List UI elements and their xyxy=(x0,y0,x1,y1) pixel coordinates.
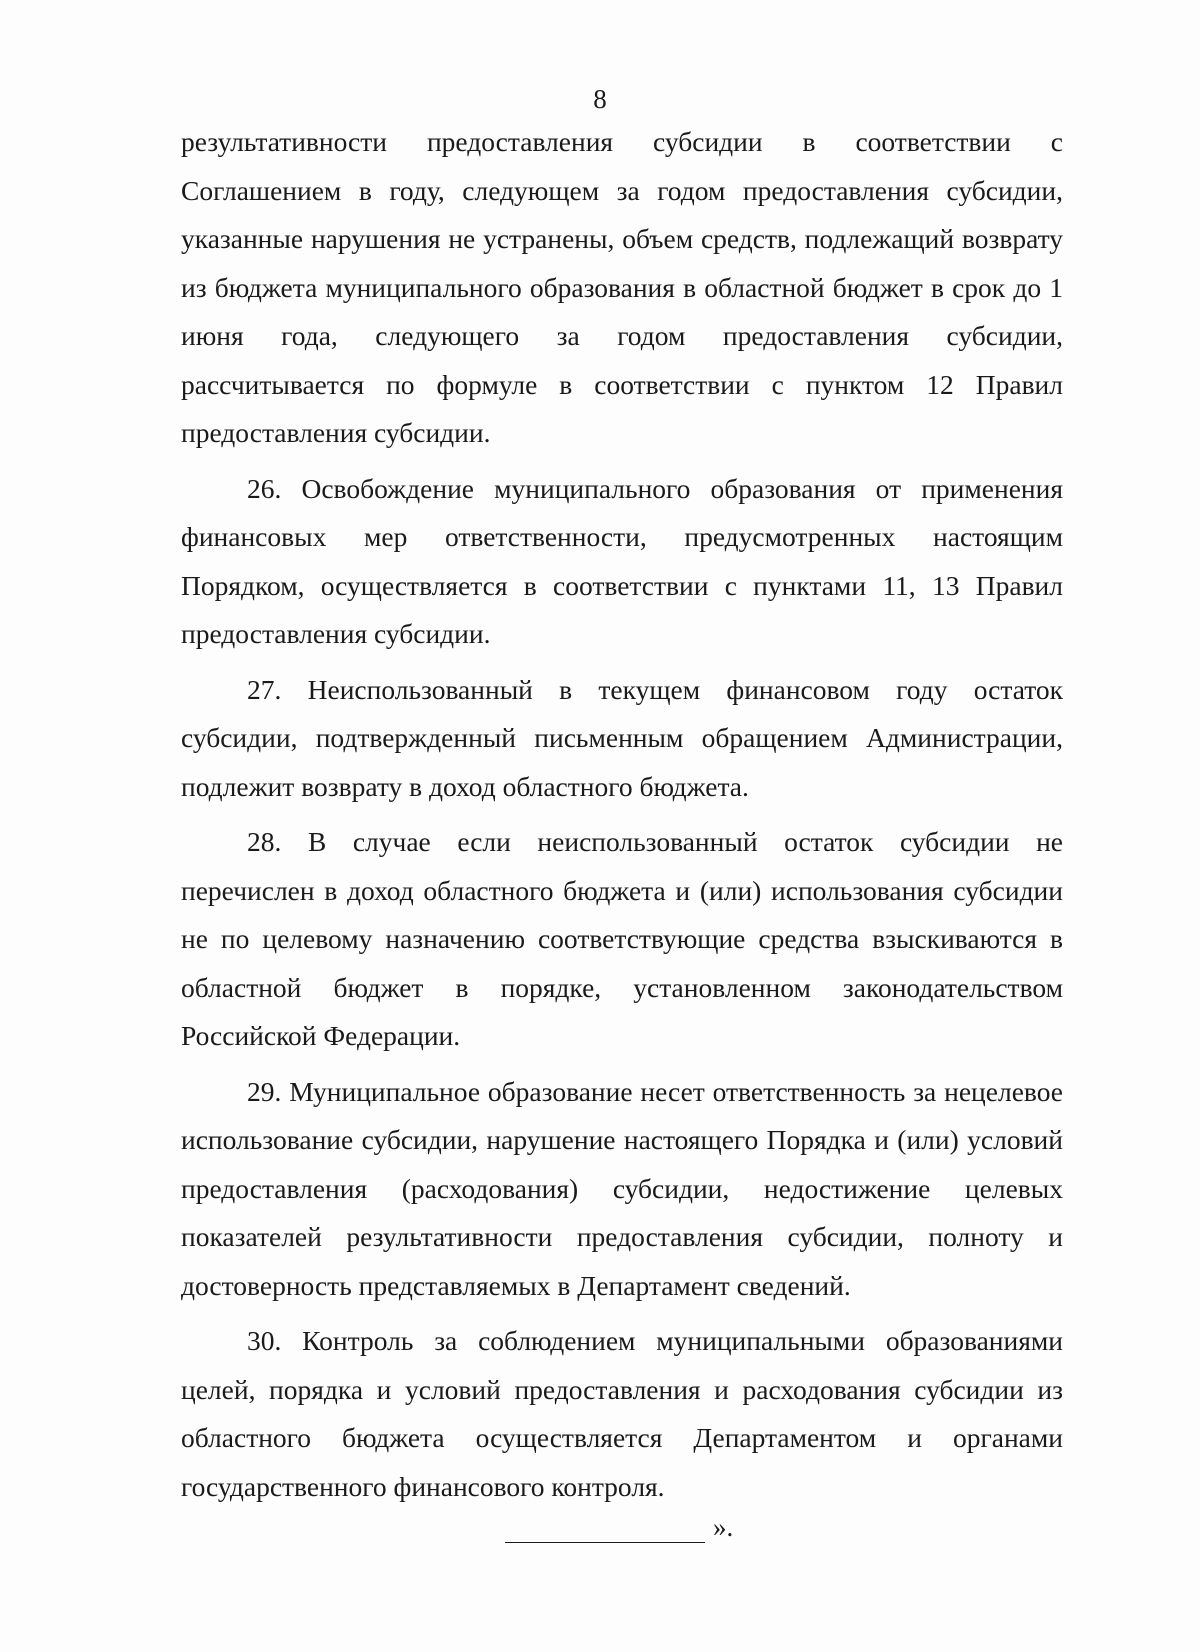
closing-underline xyxy=(505,1520,705,1543)
paragraph-continuation: результативности предоставления субсидии в соответствии с Соглашением в году, следующем за годом предоставления субсидии, указанные нарушения не устранены, объем средств, подлежащий возврату из бюджета муниципального образования в областной бюджет в срок до 1 июня года, следующего за годом предоставления субсидии, рассчитывается по формуле в соответствии с пунктом 12 Правил предоставления субсидии. xyxy=(181,126,1063,448)
paragraph-27: 27. Неиспользованный в текущем финансовом году остаток субсидии, подтвержденный письменным обращением Администрации, подлежит возврату в доход областного бюджета. xyxy=(181,673,1063,802)
paragraph-28: 28. В случае если неиспользованный остаток субсидии не перечислен в доход областного бюджета и (или) использования субсидии не по целевому назначению соответствующие средства взыскиваются в областной бюджет в порядке, установленном законодательством Российской Федерации. xyxy=(181,826,1063,1051)
page-number: 8 xyxy=(593,84,607,114)
paragraph-26: 26. Освобождение муниципального образования от применения финансовых мер ответственности, предусмотренных настоящим Порядком, осуществляется в соответствии с пунктами 11, 13 Правил предоставления субсидии. xyxy=(181,472,1063,649)
paragraph-30: 30. Контроль за соблюдением муниципальными образованиями целей, порядка и условий предоставления и расходования субсидии из областного бюджета осуществляется Департаментом и органами государственного финансового контроля. xyxy=(181,1325,1063,1502)
closing-quote-mark: ». xyxy=(713,1512,734,1542)
closing-block xyxy=(505,1512,733,1543)
paragraph-29: 29. Муниципальное образование несет ответственность за нецелевое использование субсидии, нарушение настоящего Порядка и (или) условий предоставления (расходования) субсидии, недостижение целевых показателей результативности предоставления субсидии, полноту и достоверность представляемых в Департамент сведений. xyxy=(181,1075,1063,1301)
document-body xyxy=(181,118,1063,1518)
